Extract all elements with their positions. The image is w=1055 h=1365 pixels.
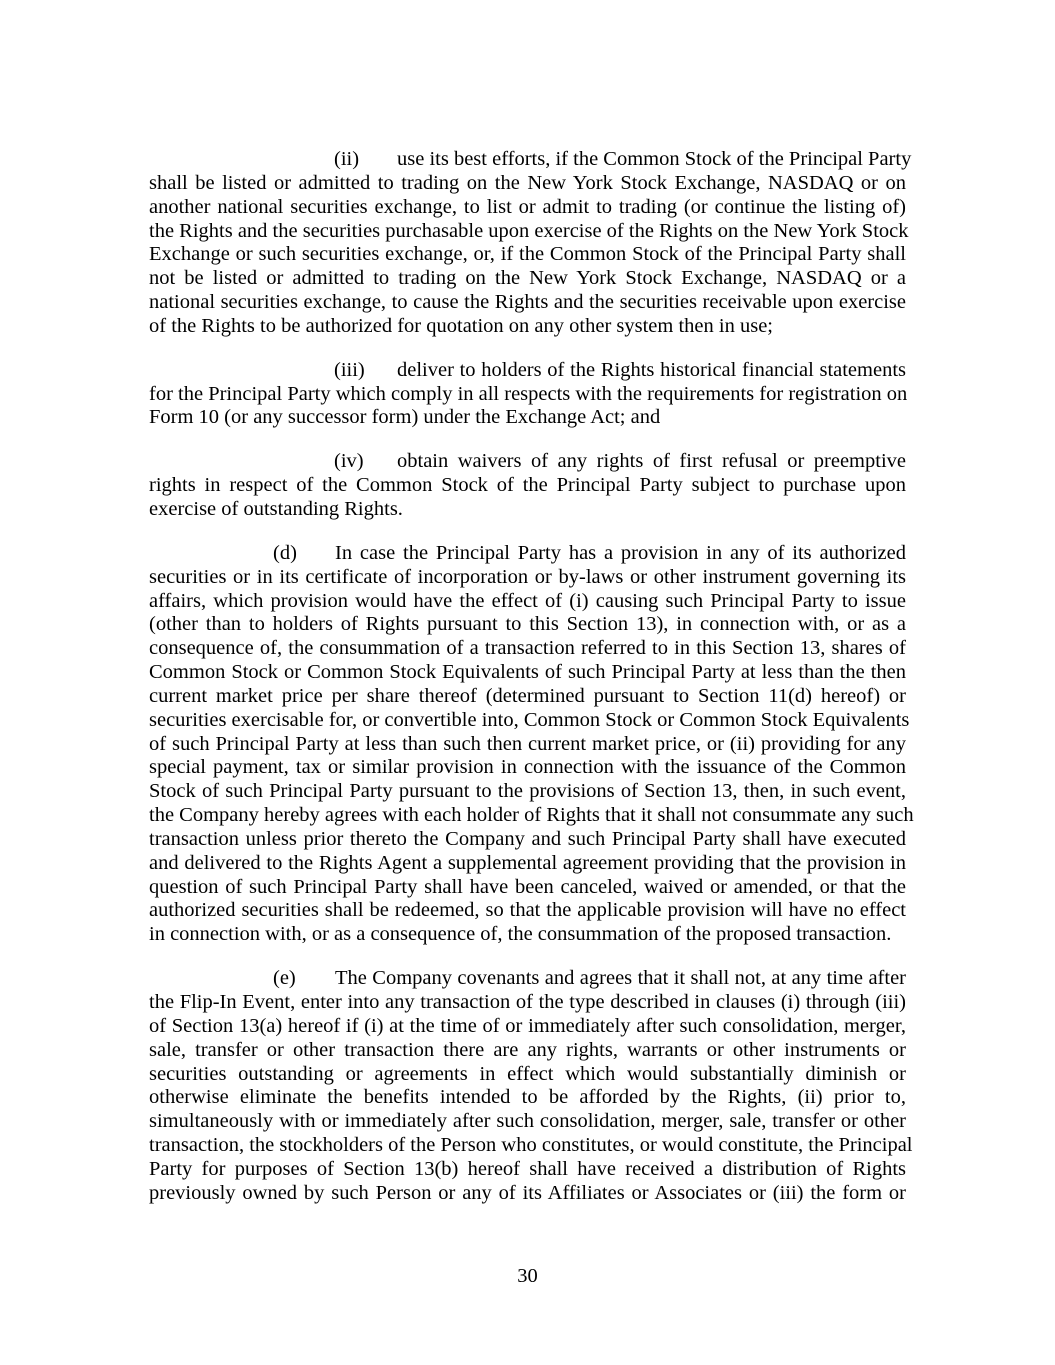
clause-label: (iv): [334, 450, 364, 473]
line-text: In case the Principal Party has a provision in any of its authorized: [335, 541, 906, 564]
first-line: [149, 542, 906, 566]
text-line: shall be listed or admitted to trading on the New York Stock Exchange, NASDAQ or on: [149, 171, 906, 194]
clause-label: (ii): [334, 148, 360, 170]
clause-d: [149, 541, 914, 947]
text-line: for the Principal Party which comply in all respects with the requirements for registration on: [149, 382, 908, 405]
text-line: previously owned by such Person or any of its Affiliates or Associates or (iii) the form or: [149, 1181, 906, 1204]
clause-e: [149, 967, 913, 1205]
line-text: The Company covenants and agrees that it shall not, at any time after: [335, 967, 906, 990]
text-line: current market price per share thereof (determined pursuant to Section 11(d) hereof) or: [149, 684, 906, 707]
text-line: authorized securities shall be redeemed, so that the applicable provision will have no effect: [149, 899, 906, 922]
text-line: Exchange or such securities exchange, or, if the Common Stock of the Principal Party shall: [149, 243, 906, 266]
text-line: of the Rights to be authorized for quotation on any other system then in use;: [149, 314, 773, 337]
text-line: Party for purposes of Section 13(b) hereof shall have received a distribution of Rights: [149, 1157, 906, 1180]
text-line: in connection with, or as a consequence of, the consummation of the proposed transaction.: [149, 923, 892, 946]
line-text: obtain waivers of any rights of first refusal or preemptive: [397, 450, 906, 473]
body-text: [149, 148, 914, 1226]
clause-label: (e): [273, 967, 296, 990]
text-line: simultaneously with or immediately after such consolidation, merger, sale, transfer or other: [149, 1110, 906, 1133]
page-number: 30: [517, 1265, 538, 1287]
clause-iv: [149, 450, 906, 522]
text-line: securities exercisable for, or convertible into, Common Stock or Common Stock Equivalents: [149, 708, 910, 731]
first-line: [149, 967, 906, 991]
text-line: exercise of outstanding Rights.: [149, 497, 403, 520]
text-line: transaction, the stockholders of the Person who constitutes, or would constitute, the Principal: [149, 1134, 913, 1157]
text-line: Stock of such Principal Party pursuant to the provisions of Section 13, then, in such event,: [149, 780, 906, 803]
text-line: not be listed or admitted to trading on the New York Stock Exchange, NASDAQ or a: [149, 267, 906, 290]
text-line: affairs, which provision would have the effect of (i) causing such Principal Party to issue: [149, 589, 906, 612]
line-text: deliver to holders of the Rights historical financial statements: [397, 358, 906, 381]
clause-label: (d): [273, 541, 297, 564]
text-line: otherwise eliminate the benefits intended to be afforded by the Rights, (ii) prior to,: [149, 1086, 906, 1109]
text-line: of such Principal Party at less than such then current market price, or (ii) providing for any: [149, 732, 906, 755]
text-line: the Rights and the securities purchasable upon exercise of the Rights on the New York Stock: [149, 219, 909, 242]
text-line: the Company hereby agrees with each holder of Rights that it shall not consummate any such: [149, 804, 914, 827]
clause-label: (iii): [334, 358, 365, 381]
text-line: question of such Principal Party shall have been canceled, waived or amended, or that the: [149, 875, 906, 898]
first-line: [149, 359, 906, 383]
text-line: transaction unless prior thereto the Company and such Principal Party shall have executed: [149, 827, 906, 850]
text-line: and delivered to the Rights Agent a supplemental agreement providing that the provision in: [149, 851, 906, 874]
text-line: of Section 13(a) hereof if (i) at the time of or immediately after such consolidation, merger,: [149, 1014, 906, 1037]
text-line: consequence of, the consummation of a transaction referred to in this Section 13, shares of: [149, 637, 906, 660]
text-line: the Flip-In Event, enter into any transaction of the type described in clauses (i) through (iii): [149, 991, 906, 1013]
line-text: use its best efforts, if the Common Stock of the Principal Party: [397, 148, 912, 170]
text-line: sale, transfer or other transaction there are any rights, warrants or other instruments or: [149, 1038, 906, 1061]
first-line: [149, 148, 912, 172]
text-line: rights in respect of the Common Stock of the Principal Party subject to purchase upon: [149, 474, 906, 497]
text-line: Form 10 (or any successor form) under the Exchange Act; and: [149, 406, 661, 429]
text-line: special payment, tax or similar provision in connection with the issuance of the Common: [149, 756, 906, 779]
text-line: securities or in its certificate of incorporation or by-laws or other instrument governing its: [149, 565, 906, 588]
text-line: national securities exchange, to cause the Rights and the securities receivable upon exercise: [149, 291, 906, 314]
text-line: securities outstanding or agreements in effect which would substantially diminish or: [149, 1062, 906, 1085]
text-line: (other than to holders of Rights pursuant to this Section 13), in connection with, or as a: [149, 613, 906, 636]
text-line: Common Stock or Common Stock Equivalents of such Principal Party at less than the then: [149, 661, 906, 684]
clause-ii: [149, 148, 912, 339]
first-line: [149, 450, 906, 474]
text-line: another national securities exchange, to list or admit to trading (or continue the listing of): [149, 195, 906, 218]
clause-iii: [149, 359, 906, 431]
